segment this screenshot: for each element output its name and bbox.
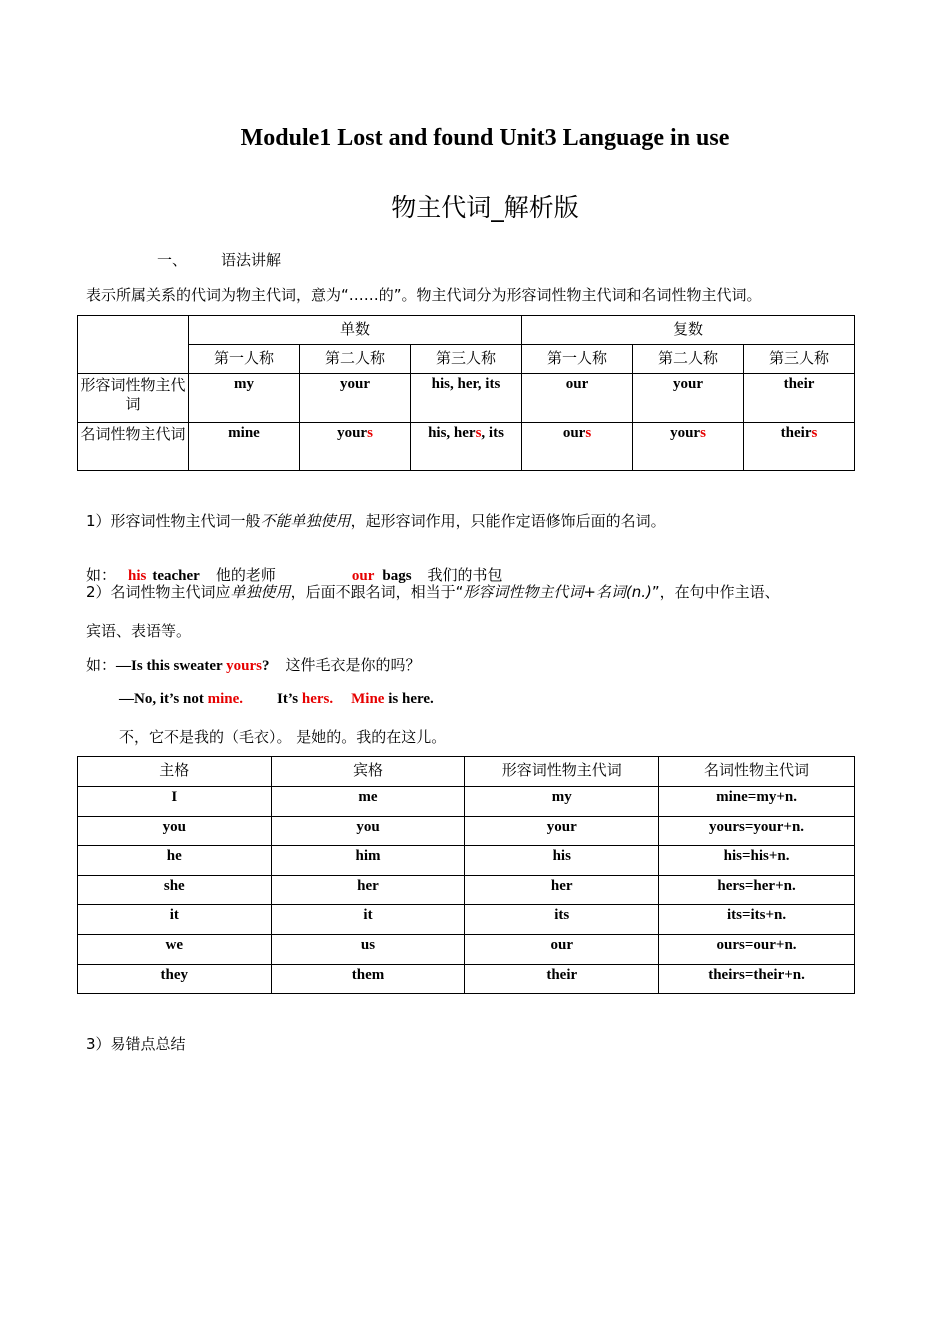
table-cell: us: [271, 934, 465, 964]
text: your: [670, 425, 701, 441]
table-cell: [411, 423, 522, 471]
row-label: 形容词性物主代词: [78, 374, 189, 423]
point-3: 3）易错点总结: [86, 1035, 186, 1053]
example-2-translation: 不，它不是我的（毛衣）。 是她的。我的在这儿。: [119, 728, 447, 746]
table-cell: [633, 423, 744, 471]
text: his, her: [428, 425, 476, 441]
text: 如：: [86, 656, 117, 674]
pronoun-table: [77, 315, 855, 471]
table-cell: your: [465, 816, 659, 846]
table-cell: he: [78, 846, 272, 876]
table-cell: our: [522, 374, 633, 423]
table-cell: yours=your+n.: [659, 816, 855, 846]
highlight: hers.: [301, 691, 334, 707]
highlight-suffix: s: [367, 425, 373, 441]
text: 我们的书包: [427, 566, 503, 584]
pronoun-forms-table: [77, 756, 855, 994]
point-1: [86, 510, 666, 531]
table-cell: your: [633, 374, 744, 423]
header-singular: 单数: [189, 316, 522, 345]
text: is here.: [384, 691, 434, 707]
person-header: 第一人称: [522, 345, 633, 374]
table-cell: their: [465, 964, 659, 994]
table-row: [78, 875, 855, 905]
section-heading: 语法讲解: [221, 251, 282, 269]
document-subtitle: 物主代词_解析版: [391, 193, 579, 222]
table-cell: you: [78, 816, 272, 846]
person-header: 第二人称: [633, 345, 744, 374]
document-title: Module1 Lost and found Unit3 Language in use: [240, 125, 730, 151]
column-header: 名词性物主代词: [659, 757, 855, 787]
table-cell: my: [189, 374, 300, 423]
empty-cell: [78, 316, 189, 374]
table-cell: mine=my+n.: [659, 787, 855, 817]
emphasis: 不能单独使用: [260, 512, 351, 530]
table-cell: it: [78, 905, 272, 935]
text: 2）名词性物主代词应: [86, 583, 231, 601]
highlight-suffix: s: [585, 425, 592, 441]
text: 这件毛衣是你的吗？: [285, 656, 421, 674]
emphasis: 形容词性物主代词+名词(n.): [463, 583, 652, 601]
highlight-suffix: s: [475, 425, 482, 441]
table-row: [78, 964, 855, 994]
table-row: [78, 816, 855, 846]
table-cell: hers=her+n.: [659, 875, 855, 905]
text: your: [337, 425, 368, 441]
table-cell: my: [465, 787, 659, 817]
text: bags: [382, 568, 412, 584]
table-cell: her: [271, 875, 465, 905]
text: , its: [481, 425, 504, 441]
text: 他的老师: [215, 566, 276, 584]
example-2-answer: [119, 690, 434, 708]
example-2-question: [86, 654, 421, 675]
text: ，后面不跟名词，相当于“: [290, 583, 464, 601]
table-cell: we: [78, 934, 272, 964]
table-row: [78, 846, 855, 876]
table-cell: they: [78, 964, 272, 994]
highlight: Mine: [351, 691, 385, 707]
point-2: [86, 581, 780, 602]
text: mine: [228, 425, 260, 441]
table-cell: their: [744, 374, 855, 423]
table-cell: its: [465, 905, 659, 935]
header-plural: 复数: [522, 316, 855, 345]
table-row: [78, 934, 855, 964]
highlight: his: [128, 568, 147, 584]
column-header: 主格: [78, 757, 272, 787]
table-cell: them: [271, 964, 465, 994]
section-number: 一、: [157, 251, 188, 269]
table-cell: his: [465, 846, 659, 876]
emphasis: 单独使用: [230, 583, 291, 601]
table-row: [78, 787, 855, 817]
text: ?: [262, 658, 270, 674]
table-cell: [300, 423, 411, 471]
row-label: 名词性物主代词: [78, 423, 189, 471]
person-header: 第三人称: [744, 345, 855, 374]
person-header: 第二人称: [300, 345, 411, 374]
table-cell: his=his+n.: [659, 846, 855, 876]
column-header: 宾格: [271, 757, 465, 787]
table-cell: you: [271, 816, 465, 846]
table-cell: she: [78, 875, 272, 905]
table-cell: ours=our+n.: [659, 934, 855, 964]
text: teacher: [152, 568, 200, 584]
table-cell: me: [271, 787, 465, 817]
text: —Is this sweater: [116, 658, 227, 674]
example-1: [86, 546, 503, 585]
column-header: 形容词性物主代词: [465, 757, 659, 787]
intro-text: 表示所属关系的代词为物主代词，意为“……的”。物主代词分为形容词性物主代词和名词性物主代词。: [86, 286, 762, 304]
table-cell: theirs=their+n.: [659, 964, 855, 994]
table-cell: our: [465, 934, 659, 964]
table-cell: her: [465, 875, 659, 905]
table-cell: its=its+n.: [659, 905, 855, 935]
highlight-suffix: s: [811, 425, 818, 441]
table-cell: it: [271, 905, 465, 935]
highlight: our: [351, 568, 375, 584]
table-cell: your: [300, 374, 411, 423]
table-cell: his, her, its: [411, 374, 522, 423]
text: 如：: [86, 566, 117, 584]
highlight-suffix: s: [700, 425, 706, 441]
person-header: 第一人称: [189, 345, 300, 374]
person-header: 第三人称: [411, 345, 522, 374]
table-cell: him: [271, 846, 465, 876]
highlight: yours: [226, 658, 262, 674]
text: It’s: [277, 691, 302, 707]
table-cell: I: [78, 787, 272, 817]
table-cell: [189, 423, 300, 471]
text: ”，在句中作主语、: [651, 583, 780, 601]
table-cell: [744, 423, 855, 471]
table-row: [78, 905, 855, 935]
highlight: mine.: [207, 691, 244, 707]
text: their: [780, 425, 812, 441]
table-cell: [522, 423, 633, 471]
text: our: [562, 425, 586, 441]
point-2-cont: 宾语、表语等。: [86, 622, 192, 640]
text: 1）形容词性物主代词一般: [86, 512, 261, 530]
text: ，起形容词作用，只能作定语修饰后面的名词。: [350, 512, 666, 530]
text: —No, it’s not: [119, 691, 208, 707]
